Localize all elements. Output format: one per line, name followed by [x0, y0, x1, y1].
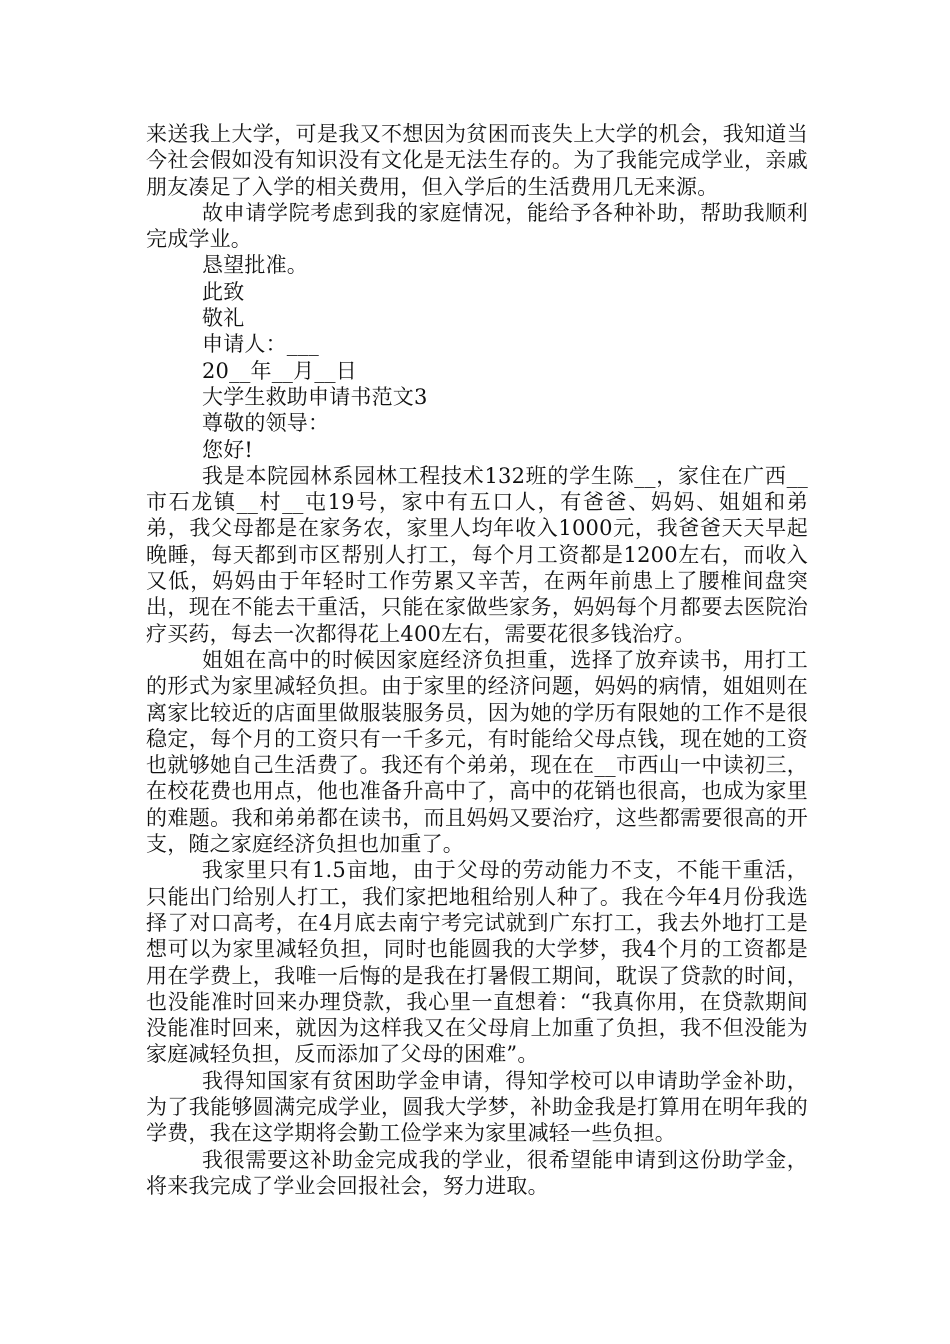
greeting: 您好! — [202, 437, 254, 462]
salutation: 尊敬的领导： — [202, 411, 330, 436]
section-title: 大学生救助申请书范文3 — [202, 384, 428, 409]
paragraph-family: 我是本院园林系园林工程技术132班的学生陈__，家住在广西__市石龙镇__村__屯19号，家中有五口人，有爸爸、妈妈、姐姐和弟弟，我父母都是在家务农，家里人均年收入1000元，我爸爸天天早起晚睡，每天都到市区帮别人打工，每个月工资都是1200左右，而收入又低，妈妈由于年轻时工作劳累又辛苦，在两年前患上了腰椎间盘突出，现在不能去干重活，只能在家做些家务，妈妈每个月都要去医院治疗买药，每去一次都得花上400左右，需要花很多钱治疗。 — [146, 463, 808, 646]
paragraph-continuation: 来送我上大学，可是我又不想因为贫困而丧失上大学的机会，我知道当今社会假如没有知识没有文化是无法生存的。为了我能完成学业，亲戚朋友凑足了入学的相关费用，但入学后的生活费用几无来源。 — [146, 122, 808, 199]
paragraph-sister: 姐姐在高中的时候因家庭经济负担重，选择了放弃读书，用打工的形式为家里减轻负担。由于家里的经济问题，妈妈的病情，姐姐则在离家比较近的店面里做服装服务员，因为她的学历有限她的工作不是很稳定，每个月的工资只有一千多元，有时能给父母点钱，现在她的工资也就够她自己生活费了。我还有个弟弟，现在在__市西山一中读初三，在校花费也用点，他也准备升高中了，高中的花销也很高，也成为家里的难题。我和弟弟都在读书，而且妈妈又要治疗，这些都需要很高的开支，随之家庭经济负担也加重了。 — [146, 647, 808, 857]
document-body — [146, 121, 808, 1199]
paragraph-request: 故申请学院考虑到我的家庭情况，能给予各种补助，帮助我顺利完成学业。 — [146, 200, 808, 252]
paragraph-conclusion: 我很需要这补助金完成我的学业，很希望能申请到这份助学金，将来我完成了学业会回报社会，努力进取。 — [146, 1147, 808, 1198]
paragraph-land: 我家里只有1.5亩地，由于父母的劳动能力不支，不能干重活，只能出门给别人打工，我们家把地租给别人种了。我在今年4月份我选择了对口高考，在4月底去南宁考完试就到广东打工，我去外地打工是想可以为家里减轻负担，同时也能圆我的大学梦，我4个月的工资都是用在学费上，我唯一后悔的是我在打暑假工期间，耽误了贷款的时间，也没能准时回来办理贷款，我心里一直想着：“我真你用，在贷款期间没能准时回来，就因为这样我又在父母肩上加重了负担，我不但没能为家庭减轻负担，反而添加了父母的困难”。 — [146, 858, 808, 1067]
paragraph-grant: 我得知国家有贫困助学金申请，得知学校可以申请助学金补助，为了我能够圆满完成学业，圆我大学梦，补助金我是打算用在明年我的学费，我在这学期将会勤工俭学来为家里减轻一些负担。 — [146, 1068, 808, 1146]
applicant-signature: 申请人：___ — [202, 332, 319, 357]
closing-approval: 恳望批准。 — [202, 253, 308, 278]
date-line: 20__年__月__日 — [202, 358, 357, 383]
closing-cizhi: 此致 — [202, 279, 245, 304]
closing-jingli: 敬礼 — [202, 306, 245, 331]
